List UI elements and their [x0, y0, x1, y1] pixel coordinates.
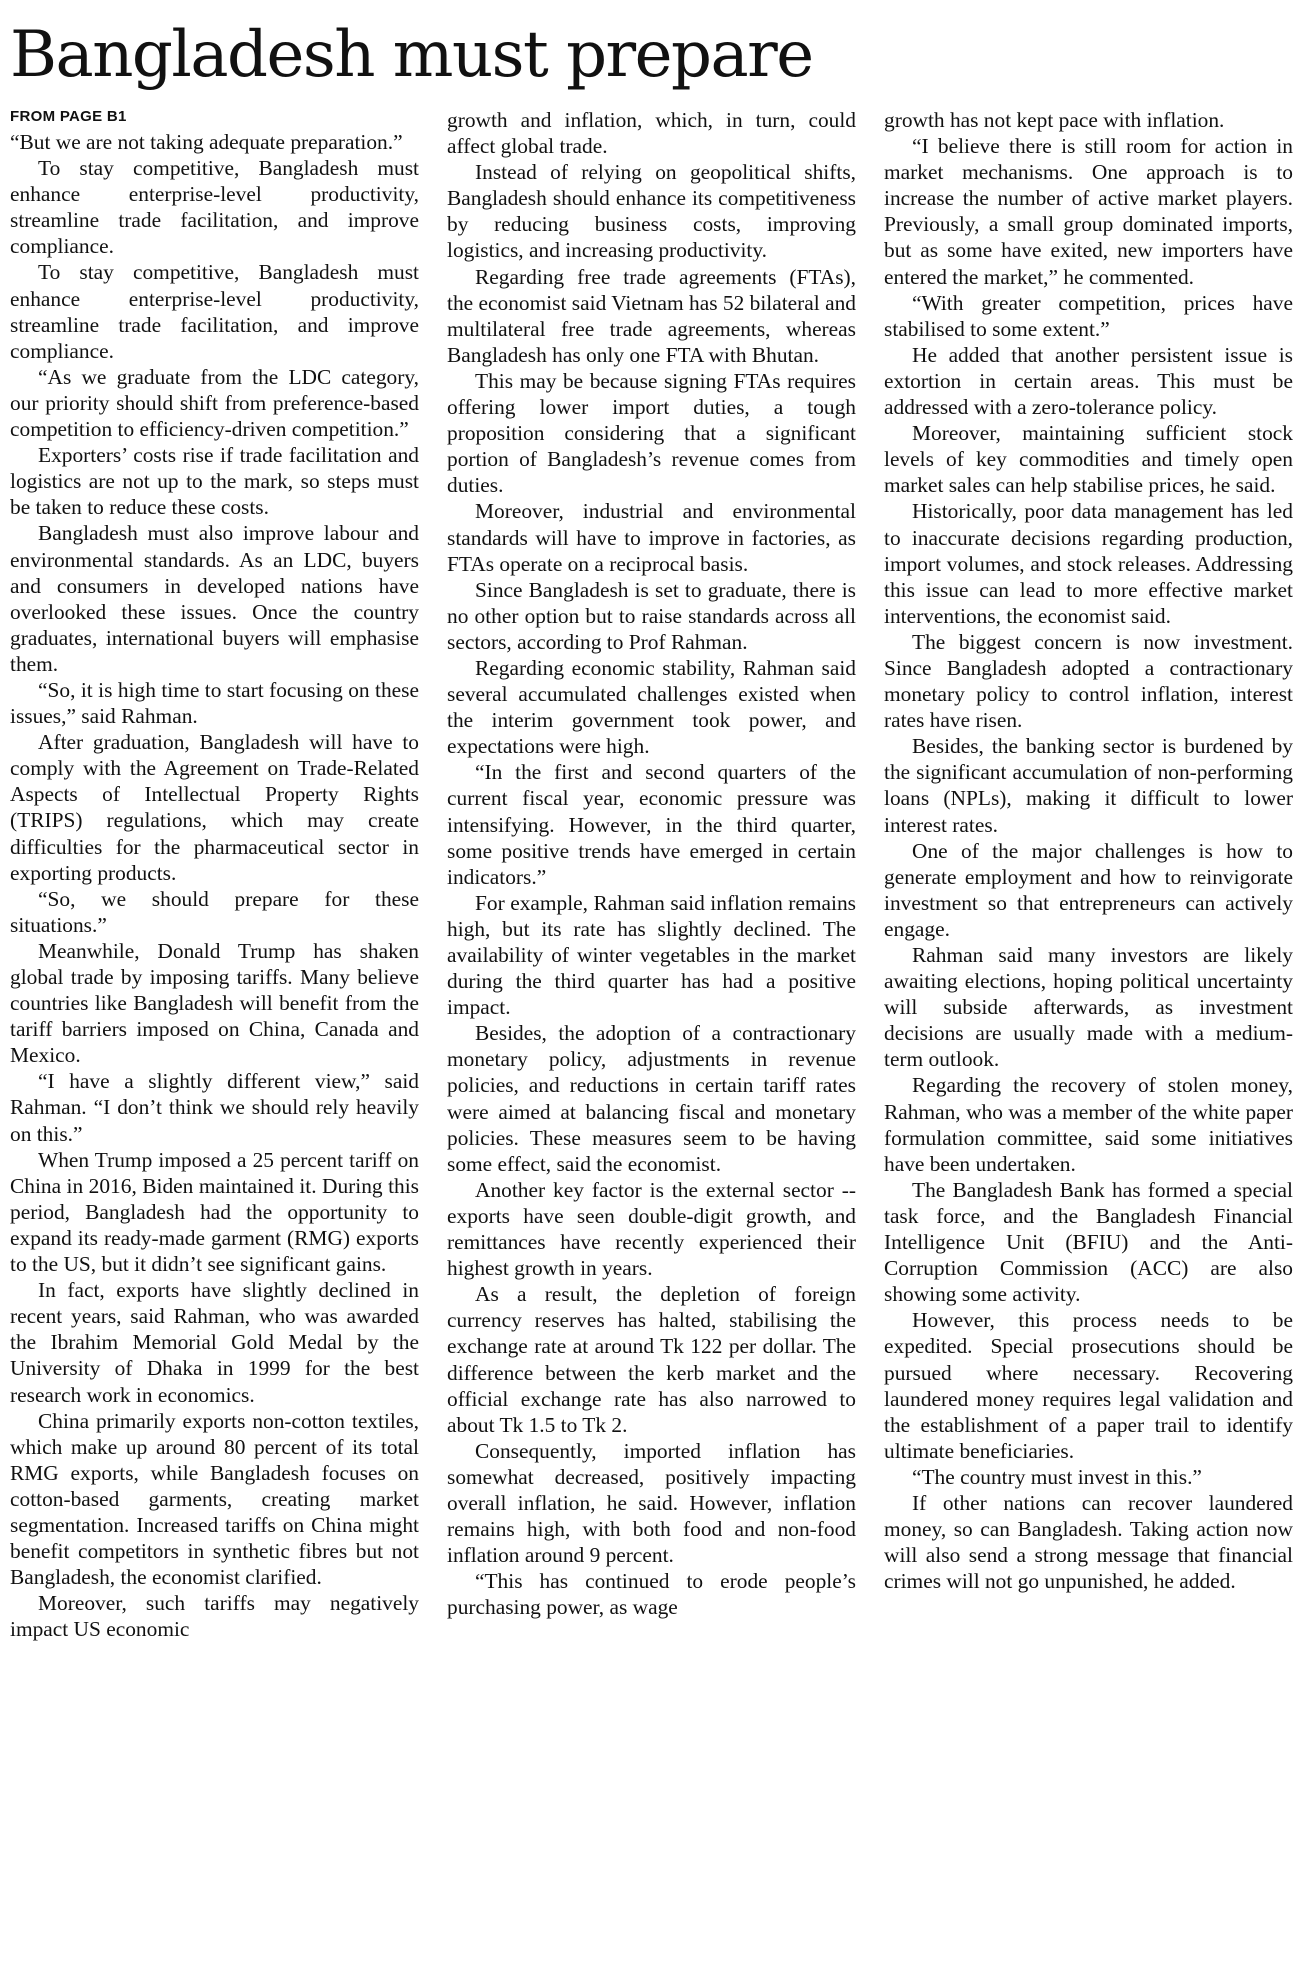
paragraph: Exporters’ costs rise if trade facilitation and logistics are not up to the mark, so steps must be taken to reduce these costs. [10, 443, 419, 520]
paragraph: “As we graduate from the LDC category, our priority should shift from preference-based competition to efficiency-driven competition.” [10, 364, 419, 442]
paragraph: Since Bangladesh is set to graduate, there is no other option but to raise standards across all sectors, according to Prof Rahman. [447, 577, 856, 654]
paragraph: Regarding the recovery of stolen money, Rahman, who was a member of the white paper formulation committee, said some initiatives have been undertaken. [884, 1073, 1293, 1176]
paragraph: “This has continued to erode people’s purchasing power, as wage [447, 1569, 856, 1620]
paragraph: To stay competitive, Bangladesh must enhance enterprise-level productivity, streamline trade facilitation, and improve compliance. [10, 156, 419, 259]
paragraph: China primarily exports non-cotton textiles, which make up around 80 percent of its total RMG exports, while Bangladesh focuses on cotton-based garments, creating market segmentation. Increased tariffs on China might benefit competitors in synthetic fibres but not Bangladesh, the economist clarified. [10, 1408, 419, 1590]
paragraph: “In the first and second quarters of the current fiscal year, economic pressure was intensifying. However, in the third quarter, some positive trends have emerged in certain indicators.” [447, 760, 856, 889]
paragraph: “I believe there is still room for action in market mechanisms. One approach is to increase the number of active market players. Previously, a small group dominated imports, but as some have exited, new importers have entered the market,” he commented. [884, 134, 1293, 289]
paragraph: He added that another persistent issue is extortion in certain areas. This must be addressed with a zero-tolerance policy. [884, 342, 1293, 420]
jump-line: FROM PAGE B1 [10, 108, 127, 125]
paragraph: Consequently, imported inflation has somewhat decreased, positively impacting overall inflation, he said. However, inflation remains high, with both food and non-food inflation around 9 percent. [447, 1438, 856, 1568]
paragraph: Rahman said many investors are likely awaiting elections, hoping political uncertainty will subside afterwards, as investment decisions are usually made with a medium-term outlook. [884, 943, 1293, 1072]
paragraph: “With greater competition, prices have stabilised to some extent.” [884, 290, 1293, 341]
paragraph: However, this process needs to be expedited. Special prosecutions should be pursued where necessary. Recovering laundered money requires legal validation and the establishment of a paper trail to identify ultimate beneficiaries. [884, 1308, 1293, 1463]
paragraph: If other nations can recover laundered money, so can Bangladesh. Taking action now will also send a strong message that financial crimes will not go unpunished, he added. [884, 1490, 1293, 1594]
paragraph: To stay competitive, Bangladesh must enhance enterprise-level productivity, streamline trade facilitation, and improve compliance. [10, 260, 419, 363]
paragraph: Moreover, maintaining sufficient stock levels of key commodities and timely open market sales can help stabilise prices, he said. [884, 421, 1293, 498]
paragraph: Besides, the adoption of a contractionary monetary policy, adjustments in revenue policies, and reductions in certain tariff rates were aimed at balancing fiscal and monetary policies. These measures seem to be having some effect, said the economist. [447, 1021, 856, 1176]
paragraph: This may be because signing FTAs requires offering lower import duties, a tough proposition considering that a significant portion of Bangladesh’s revenue comes from duties. [447, 368, 856, 498]
paragraph: When Trump imposed a 25 percent tariff on China in 2016, Biden maintained it. During this period, Bangladesh had the opportunity to expand its ready-made garment (RMG) exports to the US, but it didn’t see significant gains. [10, 1147, 419, 1277]
paragraph: For example, Rahman said inflation remains high, but its rate has slightly declined. The availability of winter vegetables in the market during the third quarter has had a positive impact. [447, 890, 856, 1020]
paragraph: Regarding economic stability, Rahman said several accumulated challenges existed when the interim government took power, and expectations were high. [447, 655, 856, 759]
paragraph: growth and inflation, which, in turn, could affect global trade. [447, 108, 856, 159]
paragraph: The Bangladesh Bank has formed a special task force, and the Bangladesh Financial Intelligence Unit (BFIU) and the Anti-Corruption Commission (ACC) are also showing some activity. [884, 1177, 1293, 1307]
paragraph: After graduation, Bangladesh will have to comply with the Agreement on Trade-Related Aspects of Intellectual Property Rights (TRIPS) regulations, which may create difficulties for the pharmaceutical sector in exporting products. [10, 730, 419, 885]
paragraph: Moreover, such tariffs may negatively impact US economic [10, 1591, 419, 1642]
article-column-2 [447, 107, 856, 1967]
article-headline: Bangladesh must prepare [10, 18, 813, 92]
paragraph: “The country must invest in this.” [912, 1464, 1202, 1489]
paragraph: “I have a slightly different view,” said Rahman. “I don’t think we should rely heavily on this.” [10, 1069, 419, 1146]
paragraph: Regarding free trade agreements (FTAs), the economist said Vietnam has 52 bilateral and multilateral free trade agreements, whereas Bangladesh has only one FTA with Bhutan. [447, 264, 856, 367]
paragraph: Bangladesh must also improve labour and environmental standards. As an LDC, buyers and consumers in developed nations have overlooked these issues. Once the country graduates, international buyers will emphasise them. [10, 521, 419, 676]
paragraph: Meanwhile, Donald Trump has shaken global trade by imposing tariffs. Many believe countries like Bangladesh will benefit from the tariff barriers imposed on China, Canada and Mexico. [10, 938, 419, 1068]
paragraph: Another key factor is the external sector -- exports have seen double-digit growth, and remittances have recently experienced their highest growth in years. [447, 1177, 856, 1281]
paragraph: As a result, the depletion of foreign currency reserves has halted, stabilising the exchange rate at around Tk 122 per dollar. The difference between the kerb market and the official exchange rate has also narrowed to about Tk 1.5 to Tk 2. [447, 1282, 856, 1437]
paragraph: Historically, poor data management has led to inaccurate decisions regarding production, import volumes, and stock releases. Addressing this issue can lead to more effective market interventions, the economist said. [884, 499, 1293, 628]
paragraph: growth has not kept pace with inflation. [884, 108, 1225, 132]
article-column-1 [10, 107, 419, 1967]
paragraph: Besides, the banking sector is burdened by the significant accumulation of non-performing loans (NPLs), making it difficult to lower interest rates. [884, 734, 1293, 837]
paragraph: In fact, exports have slightly declined in recent years, said Rahman, who was awarded the Ibrahim Memorial Gold Medal by the University of Dhaka in 1999 for the best research work in economics. [10, 1278, 419, 1407]
article-column-3 [884, 107, 1293, 1967]
paragraph: “So, we should prepare for these situations.” [10, 886, 419, 937]
paragraph: The biggest concern is now investment. Since Bangladesh adopted a contractionary monetary policy to control inflation, interest rates have risen. [884, 629, 1293, 733]
article-body [10, 107, 1294, 1967]
paragraph: One of the major challenges is how to generate employment and how to reinvigorate investment so that entrepreneurs can actively engage. [884, 838, 1293, 941]
paragraph: “But we are not taking adequate preparation.” [10, 130, 403, 154]
paragraph: Moreover, industrial and environmental standards will have to improve in factories, as FTAs operate on a reciprocal basis. [447, 499, 856, 576]
paragraph: “So, it is high time to start focusing on these issues,” said Rahman. [10, 677, 419, 729]
paragraph: Instead of relying on geopolitical shifts, Bangladesh should enhance its competitiveness by reducing business costs, improving logistics, and increasing productivity. [447, 160, 856, 263]
